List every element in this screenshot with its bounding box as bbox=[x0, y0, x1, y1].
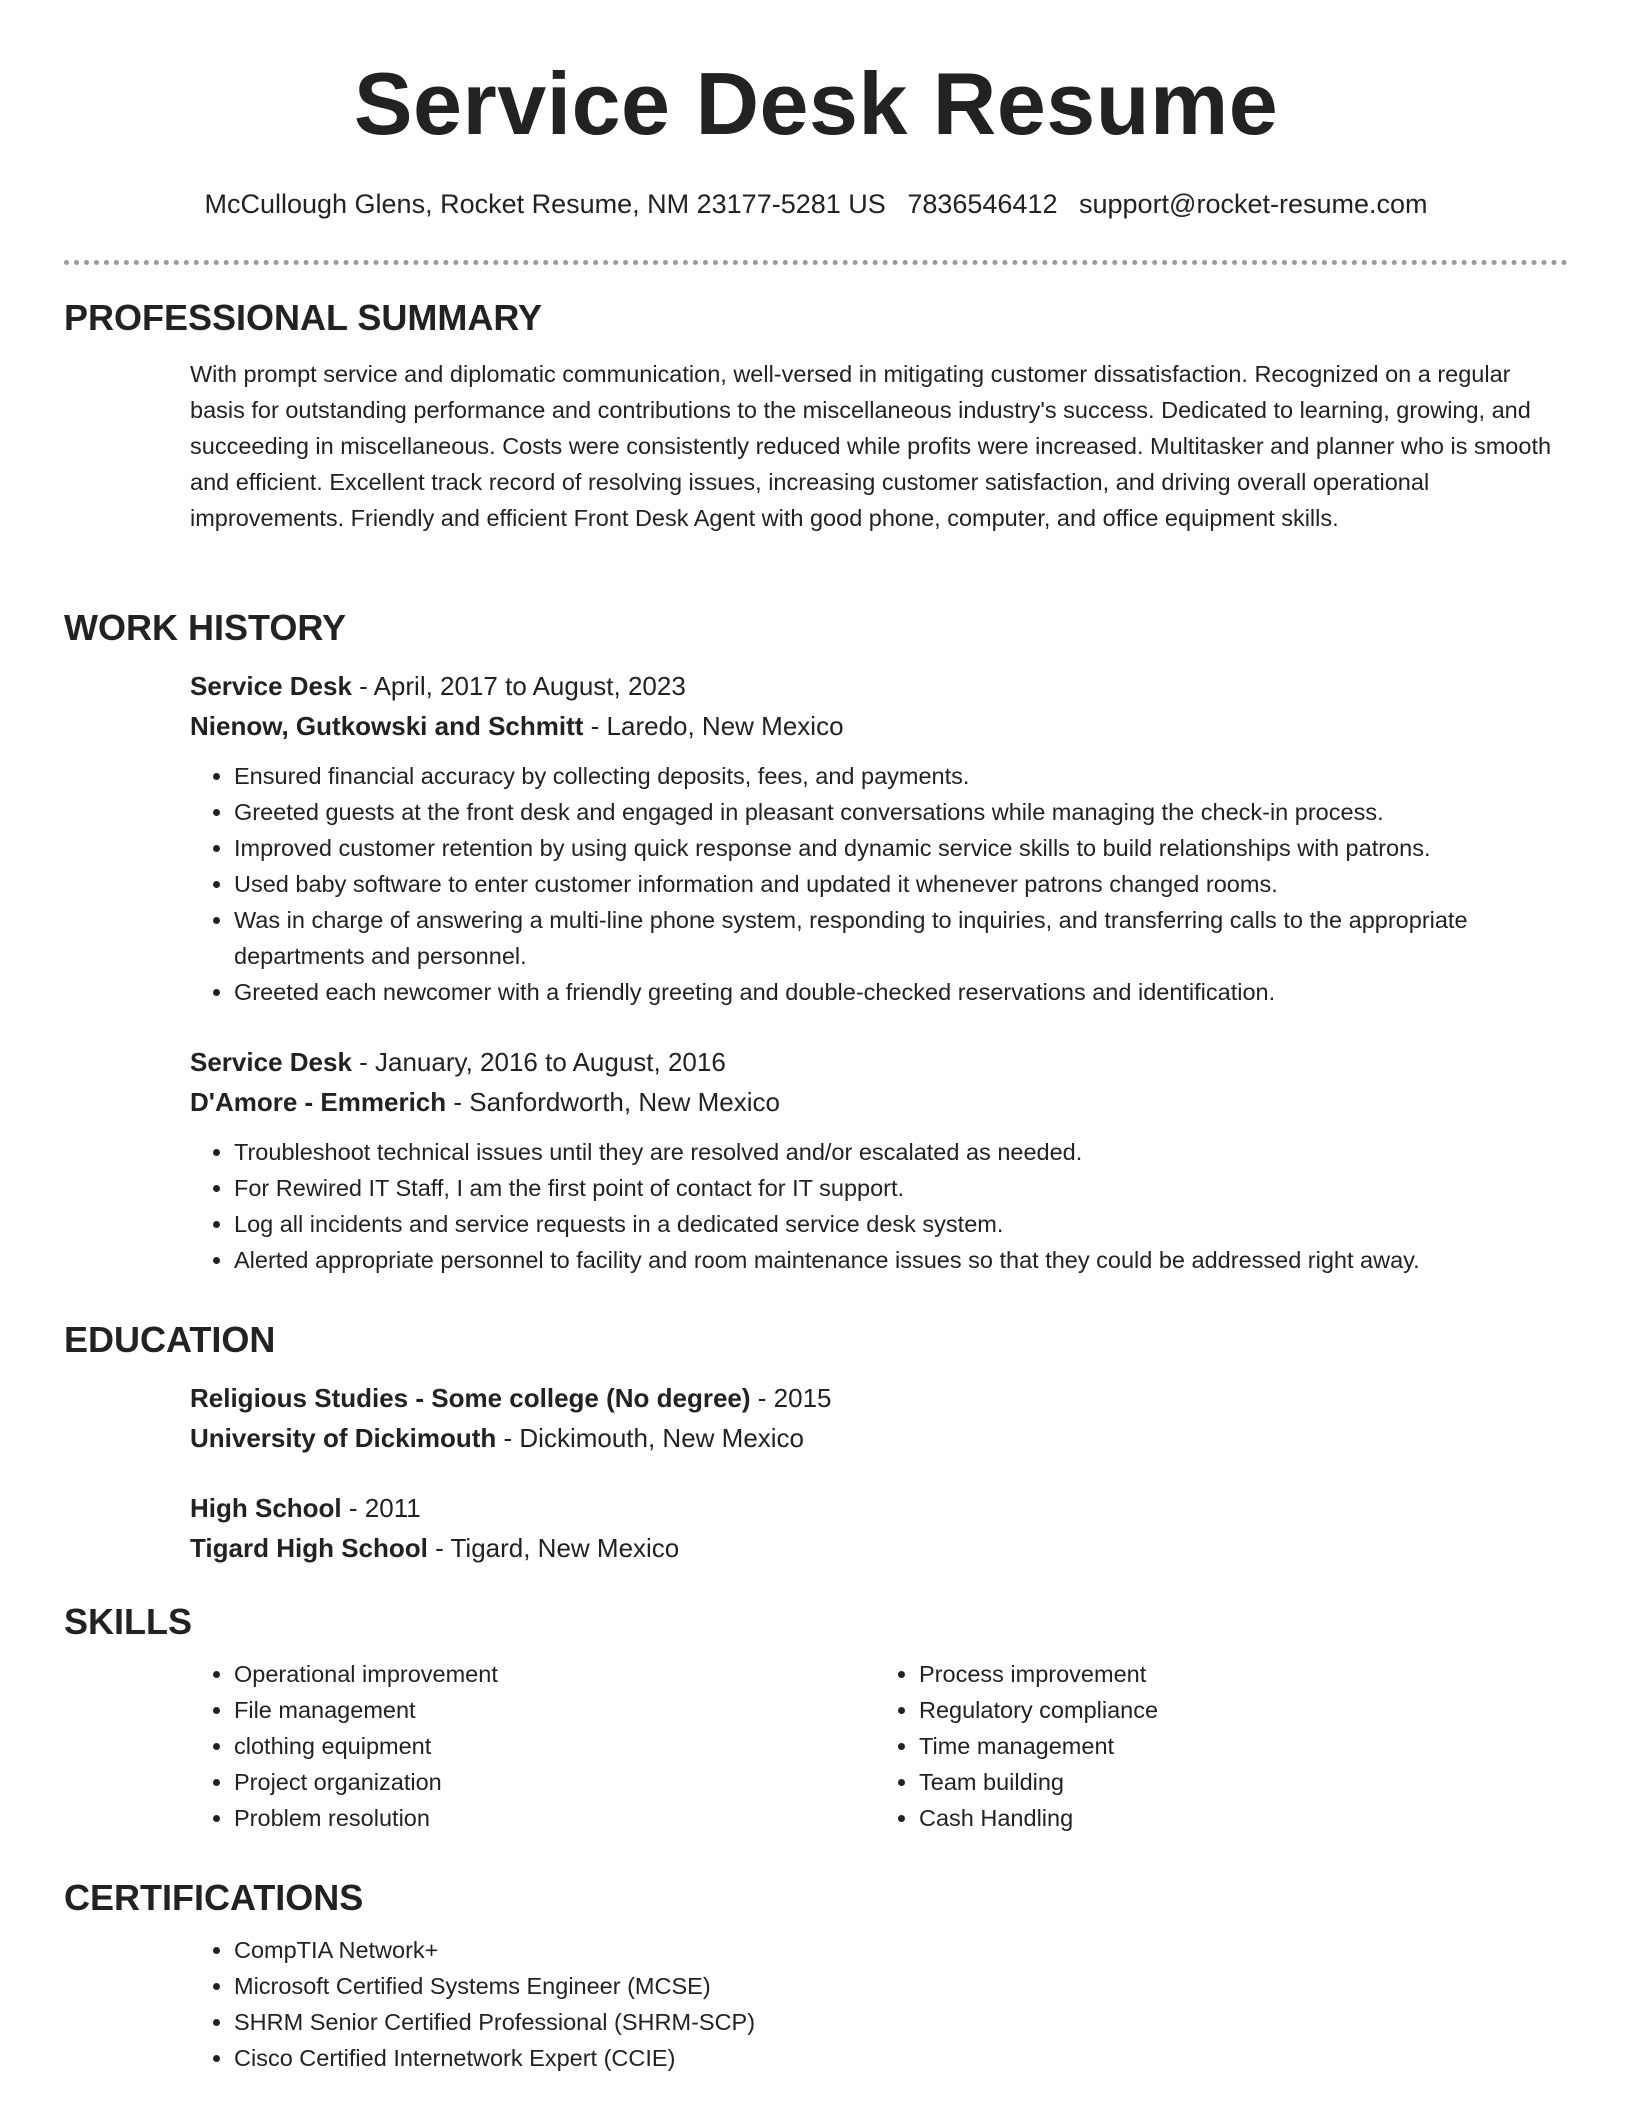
list-item: • SHRM Senior Certified Professional (SHRM-SCP) bbox=[234, 2004, 1560, 2040]
list-item: • Was in charge of answering a multi-line phone system, responding to inquiries, and transferring calls to the appropriate departments and personnel. bbox=[234, 902, 1560, 974]
education-entry bbox=[190, 1488, 1560, 1568]
school: Tigard High School bbox=[190, 1533, 428, 1563]
list-item: • Troubleshoot technical issues until they are resolved and/or escalated as needed. bbox=[234, 1134, 1560, 1170]
list-item: • Greeted guests at the front desk and engaged in pleasant conversations while managing the check-in process. bbox=[234, 794, 1560, 830]
list-item: • Cisco Certified Internetwork Expert (CCIE) bbox=[234, 2040, 1560, 2076]
summary-heading: PROFESSIONAL SUMMARY bbox=[64, 297, 543, 338]
education-section bbox=[64, 1318, 1560, 1568]
work-history-heading: WORK HISTORY bbox=[64, 607, 347, 648]
job-title: Service Desk bbox=[190, 671, 352, 701]
resume-page bbox=[64, 0, 1568, 2071]
list-item: • Regulatory compliance bbox=[919, 1692, 1560, 1728]
job-location: - Laredo, New Mexico bbox=[583, 711, 844, 741]
list-item: • Time management bbox=[919, 1728, 1560, 1764]
work-history-section bbox=[64, 606, 1560, 1278]
contact-email: support@rocket-resume.com bbox=[1079, 189, 1428, 219]
list-item: • File management bbox=[234, 1692, 875, 1728]
school-location: - Dickimouth, New Mexico bbox=[496, 1423, 805, 1453]
degree-line bbox=[190, 1378, 1560, 1418]
school-location: - Tigard, New Mexico bbox=[427, 1533, 680, 1563]
list-item: • clothing equipment bbox=[234, 1728, 875, 1764]
job-entry bbox=[190, 666, 1560, 1010]
list-item: • CompTIA Network+ bbox=[234, 1932, 1560, 1968]
job-dates: - April, 2017 to August, 2023 bbox=[351, 671, 686, 701]
degree-year: - 2011 bbox=[341, 1493, 421, 1523]
skills-grid bbox=[190, 1644, 1560, 1836]
school-line bbox=[190, 1528, 1560, 1568]
list-item: • Process improvement bbox=[919, 1656, 1560, 1692]
list-item: • Operational improvement bbox=[234, 1656, 875, 1692]
list-item: • Team building bbox=[919, 1764, 1560, 1800]
job-dates: - January, 2016 to August, 2016 bbox=[351, 1047, 726, 1077]
list-item: • Problem resolution bbox=[234, 1800, 875, 1836]
job-company: D'Amore - Emmerich bbox=[190, 1087, 447, 1117]
school: University of Dickimouth bbox=[190, 1423, 497, 1453]
skills-list-left bbox=[190, 1656, 875, 1836]
degree: Religious Studies - Some college (No degree) bbox=[190, 1383, 751, 1413]
list-item: • Cash Handling bbox=[919, 1800, 1560, 1836]
list-item: • Used baby software to enter customer information and updated it whenever patrons changed rooms. bbox=[234, 866, 1560, 902]
list-item: • Log all incidents and service requests in a dedicated service desk system. bbox=[234, 1206, 1560, 1242]
header-divider bbox=[64, 260, 1568, 265]
education-heading: EDUCATION bbox=[64, 1319, 276, 1360]
job-title: Service Desk bbox=[190, 1047, 352, 1077]
degree: High School bbox=[190, 1493, 342, 1523]
job-company-line bbox=[190, 1082, 1560, 1122]
job-company: Nienow, Gutkowski and Schmitt bbox=[190, 711, 584, 741]
list-item: • For Rewired IT Staff, I am the first point of contact for IT support. bbox=[234, 1170, 1560, 1206]
list-item: • Project organization bbox=[234, 1764, 875, 1800]
skills-section bbox=[64, 1600, 1560, 1836]
contact-phone: 7836546412 bbox=[907, 189, 1058, 219]
job-title-line bbox=[190, 666, 1560, 706]
job-title-line bbox=[190, 1042, 1560, 1082]
job-duties bbox=[190, 1134, 1560, 1278]
certifications-list bbox=[190, 1932, 1560, 2076]
contact-address: McCullough Glens, Rocket Resume, NM 23177-5281 US bbox=[204, 189, 886, 219]
skills-heading: SKILLS bbox=[64, 1601, 193, 1642]
job-duties bbox=[190, 758, 1560, 1010]
list-item: • Microsoft Certified Systems Engineer (MCSE) bbox=[234, 1968, 1560, 2004]
job-location: - Sanfordworth, New Mexico bbox=[446, 1087, 780, 1117]
job-company-line bbox=[190, 706, 1560, 746]
education-entry bbox=[190, 1378, 1560, 1458]
list-item: • Ensured financial accuracy by collecting deposits, fees, and payments. bbox=[234, 758, 1560, 794]
school-line bbox=[190, 1418, 1560, 1458]
certifications-section bbox=[64, 1876, 1560, 2076]
certifications-heading: CERTIFICATIONS bbox=[64, 1877, 364, 1918]
job-entry bbox=[190, 1042, 1560, 1278]
contact-line bbox=[64, 186, 1568, 222]
degree-year: - 2015 bbox=[750, 1383, 832, 1413]
list-item: • Improved customer retention by using quick response and dynamic service skills to build relationships with patrons. bbox=[234, 830, 1560, 866]
degree-line bbox=[190, 1488, 1560, 1528]
list-item: • Greeted each newcomer with a friendly greeting and double-checked reservations and identification. bbox=[234, 974, 1560, 1010]
page-title: Service Desk Resume bbox=[353, 54, 1279, 153]
list-item: • Alerted appropriate personnel to facility and room maintenance issues so that they could be addressed right away. bbox=[234, 1242, 1560, 1278]
skills-list-right bbox=[875, 1656, 1560, 1836]
summary-section bbox=[64, 296, 1560, 536]
summary-text: With prompt service and diplomatic communication, well-versed in mitigating customer dissatisfaction. Recognized on a regular basis for outstanding performance and contributions to the miscellaneous industry's success. Dedicated to learning, growing, and succeeding in miscellaneous. Costs were consistently reduced while profits were increased. Multitasker and planner who is smooth and efficient. Excellent track record of resolving issues, increasing customer satisfaction, and driving overall operational improvements. Friendly and efficient Front Desk Agent with good phone, computer, and office equipment skills. bbox=[190, 361, 1552, 531]
